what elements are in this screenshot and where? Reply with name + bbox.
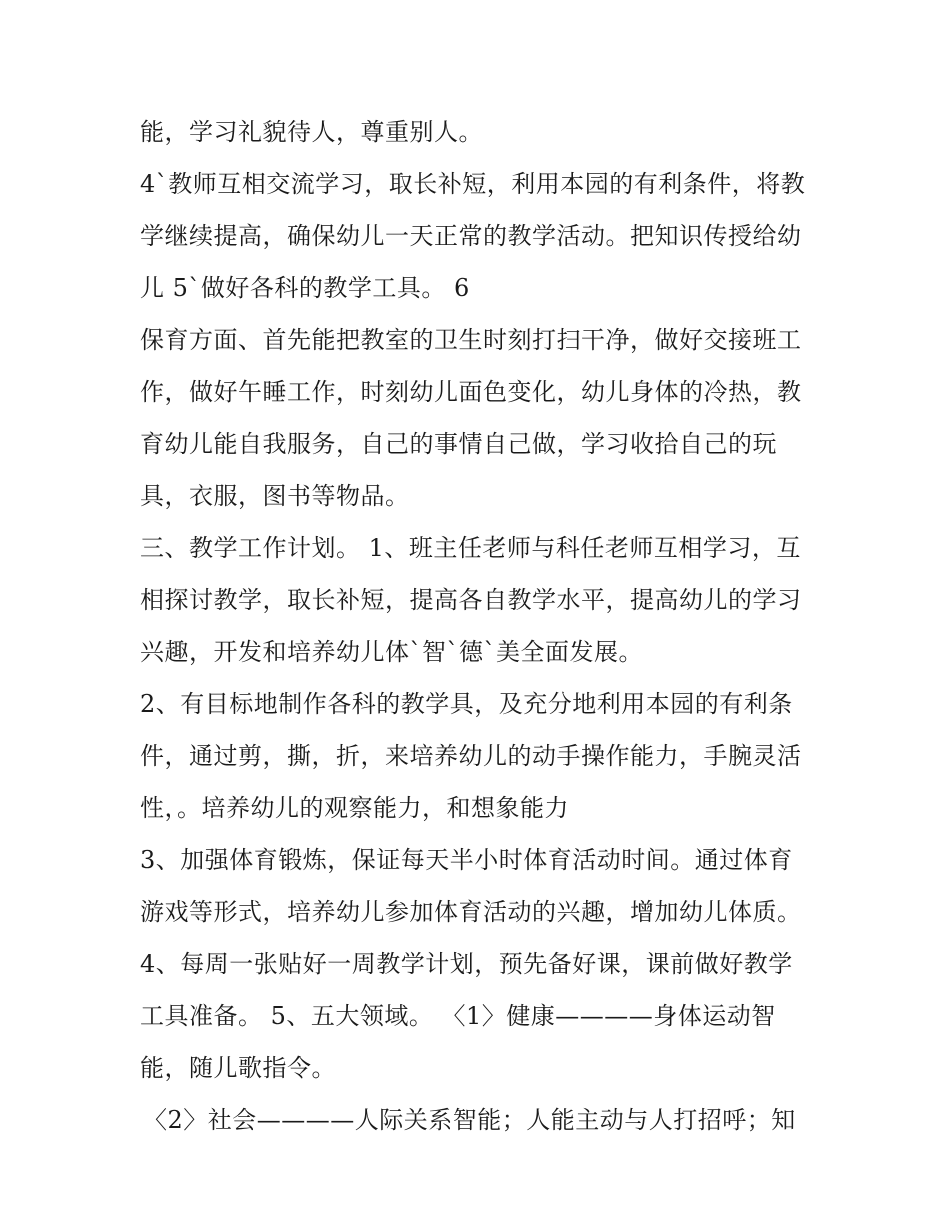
text-line: 能，学习礼貌待人，尊重别人。 bbox=[140, 118, 483, 146]
text-line: 三、教学工作计划。 1、班主任老师与科任老师互相学习，互 bbox=[140, 534, 801, 562]
text-line: 能，随儿歌指令。 bbox=[140, 1054, 336, 1082]
text-line: 保育方面、首先能把教室的卫生时刻打扫干净，做好交接班工 bbox=[140, 326, 802, 354]
text-line: 3、加强体育锻炼，保证每天半小时体育活动时间。通过体育 bbox=[140, 846, 793, 874]
text-line: 〈2〉社会————人际关系智能；人能主动与人打招呼；知 bbox=[143, 1106, 796, 1134]
text-line: 儿 5`做好各科的教学工具。 6 bbox=[140, 274, 470, 302]
text-line: 游戏等形式，培养幼儿参加体育活动的兴趣，增加幼儿体质。 bbox=[140, 898, 802, 926]
text-line: 件，通过剪，撕，折，来培养幼儿的动手操作能力，手腕灵活 bbox=[140, 742, 802, 770]
text-line: 兴趣，开发和培养幼儿体`智`德`美全面发展。 bbox=[140, 638, 643, 666]
text-line: 学继续提高，确保幼儿一天正常的教学活动。把知识传授给幼 bbox=[140, 222, 802, 250]
text-line: 相探讨教学，取长补短，提高各自教学水平，提高幼儿的学习 bbox=[140, 586, 802, 614]
text-line: 作，做好午睡工作，时刻幼儿面色变化，幼儿身体的冷热，教 bbox=[140, 378, 802, 406]
text-line: 育幼儿能自我服务，自己的事情自己做，学习收拾自己的玩 bbox=[140, 430, 777, 458]
document-body bbox=[140, 106, 820, 1146]
text-line: 4、每周一张贴好一周教学计划，预先备好课，课前做好教学 bbox=[140, 950, 793, 978]
text-line: 具，衣服，图书等物品。 bbox=[140, 482, 410, 510]
text-line: 工具准备。 5、五大领域。 〈1〉健康————身体运动智 bbox=[140, 1002, 776, 1030]
text-line: 2、有目标地制作各科的教学具，及充分地利用本园的有利条 bbox=[140, 690, 793, 718]
text-line: 性，。培养幼儿的观察能力，和想象能力 bbox=[140, 794, 569, 822]
text-line: 4`教师互相交流学习，取长补短，利用本园的有利条件，将教 bbox=[140, 170, 806, 198]
